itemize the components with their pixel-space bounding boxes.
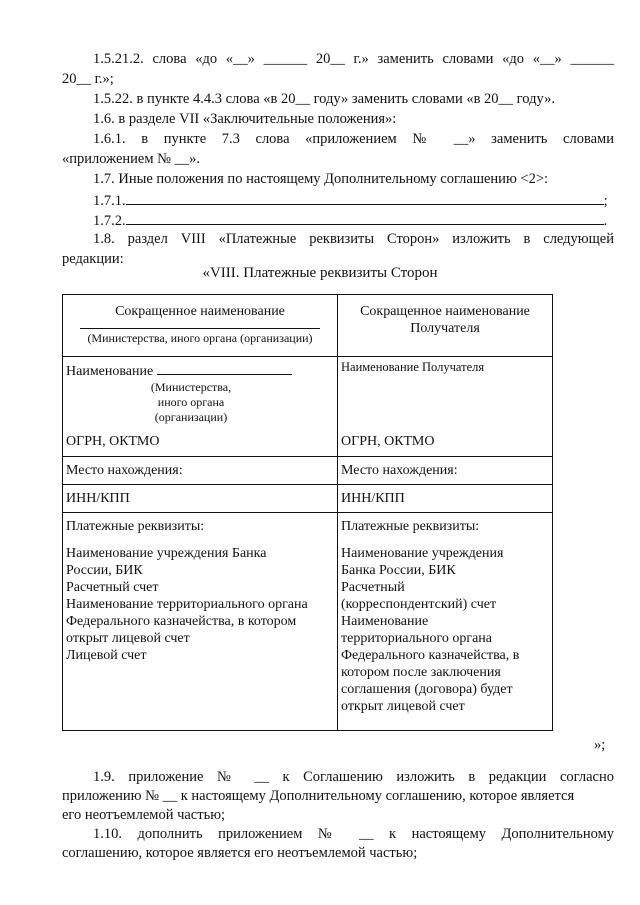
table-cell	[63, 513, 338, 731]
left-payment-line: Наименование территориального органа	[66, 597, 308, 612]
right-payment-line: открыт лицевой счет	[341, 699, 465, 714]
left-header-caption: (Министерства, иного органа (организации)	[87, 331, 313, 345]
table-row	[63, 457, 553, 485]
table-row	[63, 295, 553, 357]
paragraph-1-7-2-label: 1.7.2.	[93, 213, 126, 229]
paragraph-1-7-2	[93, 210, 614, 231]
table-row	[63, 357, 553, 457]
left-name-caption-2: иного органа	[157, 395, 225, 409]
paragraph-1-5-21-2-line2: 20__ г.»;	[62, 71, 114, 87]
left-location: Место нахождения:	[66, 463, 183, 478]
right-payment-line: Банка России, БИК	[341, 563, 456, 578]
section-title: «VIII. Платежные реквизиты Сторон	[202, 265, 438, 281]
table-cell	[338, 295, 553, 357]
right-payment-line: (корреспондентский) счет	[341, 597, 497, 612]
left-name-label: Наименование	[66, 364, 154, 379]
left-payment-line: Федерального казначейства, в котором	[66, 614, 297, 629]
right-name-label: Наименование Получателя	[341, 360, 485, 374]
table-cell	[63, 457, 338, 485]
paragraph-1-7: 1.7. Иные положения по настоящему Дополнительному соглашению <2>:	[93, 171, 549, 187]
right-header-line1: Сокращенное наименование	[360, 304, 530, 319]
left-payment-line: открыт лицевой счет	[66, 631, 190, 646]
paragraph-1-5-22: 1.5.22. в пункте 4.4.3 слова «в 20__ году» заменить словами «в 20__ году».	[93, 91, 555, 107]
right-payment-line: Наименование учреждения	[341, 546, 504, 561]
paragraph-1-10-line1: 1.10. дополнить приложением № __ к настоящему Дополнительному	[93, 826, 614, 842]
paragraph-1-7-1-label: 1.7.1.	[93, 193, 126, 209]
table-cell	[63, 295, 338, 357]
paragraph-1-7-1	[93, 190, 614, 211]
fill-in-line	[80, 328, 320, 329]
left-payment-line: Лицевой счет	[66, 648, 147, 663]
paragraph-1-6: 1.6. в разделе VII «Заключительные положения»:	[93, 111, 397, 127]
paragraph-1-6-1-line2: «приложением № __».	[62, 151, 200, 167]
table-cell	[338, 357, 553, 457]
table-cell	[338, 457, 553, 485]
right-header-line2: Получателя	[410, 321, 480, 336]
paragraph-1-8-line1: 1.8. раздел VIII «Платежные реквизиты Сторон» изложить в следующей	[93, 231, 614, 247]
left-payment-line: России, БИК	[66, 563, 143, 578]
fill-in-line	[126, 210, 604, 225]
right-payment-title: Платежные реквизиты:	[341, 519, 480, 534]
fill-in-line	[126, 190, 604, 205]
right-payment-line: Расчетный	[341, 580, 405, 595]
paragraph-1-7-1-end: ;	[603, 193, 608, 209]
right-ogrn-oktmo: ОГРН, ОКТМО	[341, 434, 435, 449]
table-cell	[338, 513, 553, 731]
right-inn-kpp: ИНН/КПП	[341, 491, 405, 506]
right-location: Место нахождения:	[341, 463, 458, 478]
paragraph-1-7-2-end: .	[603, 213, 608, 229]
paragraph-1-9-line3: его неотъемлемой частью;	[62, 807, 226, 823]
requisites-table	[62, 294, 553, 731]
table-cell	[338, 485, 553, 513]
left-ogrn-oktmo: ОГРН, ОКТМО	[66, 434, 160, 449]
left-inn-kpp: ИНН/КПП	[66, 491, 130, 506]
left-payment-line: Расчетный счет	[66, 580, 159, 595]
right-payment-line: котором после заключения	[341, 665, 501, 680]
paragraph-1-6-1-line1: 1.6.1. в пункте 7.3 слова «приложением № __» заменить словами	[93, 131, 614, 147]
right-payment-line: Наименование	[341, 614, 429, 629]
table-cell	[63, 485, 338, 513]
paragraph-1-8-line2: редакции:	[62, 251, 124, 267]
left-header-title: Сокращенное наименование	[115, 304, 285, 319]
right-payment-line: соглашения (договора) будет	[341, 682, 513, 697]
left-name-caption-1: (Министерства,	[150, 380, 232, 394]
closing-quote-mark: »;	[594, 737, 606, 753]
left-name-caption-3: (организации)	[154, 410, 228, 424]
fill-in-line	[157, 360, 292, 375]
paragraph-1-9-line1: 1.9. приложение № __ к Соглашению изложить в редакции согласно	[93, 769, 614, 785]
table-cell	[63, 357, 338, 457]
table-row	[63, 513, 553, 731]
right-payment-line: Федерального казначейства, в	[341, 648, 520, 663]
paragraph-1-10-line2: соглашению, которое является его неотъемлемой частью;	[62, 845, 418, 861]
paragraph-1-9-line2: приложению № __ к настоящему Дополнительному соглашению, которое является	[62, 788, 575, 804]
left-payment-title: Платежные реквизиты:	[66, 519, 205, 534]
table-row	[63, 485, 553, 513]
right-payment-line: территориального органа	[341, 631, 493, 646]
paragraph-1-5-21-2-line1: 1.5.21.2. слова «до «__» ______ 20__ г.» заменить словами «до «__» ______	[93, 51, 614, 67]
left-payment-line: Наименование учреждения Банка	[66, 546, 267, 561]
